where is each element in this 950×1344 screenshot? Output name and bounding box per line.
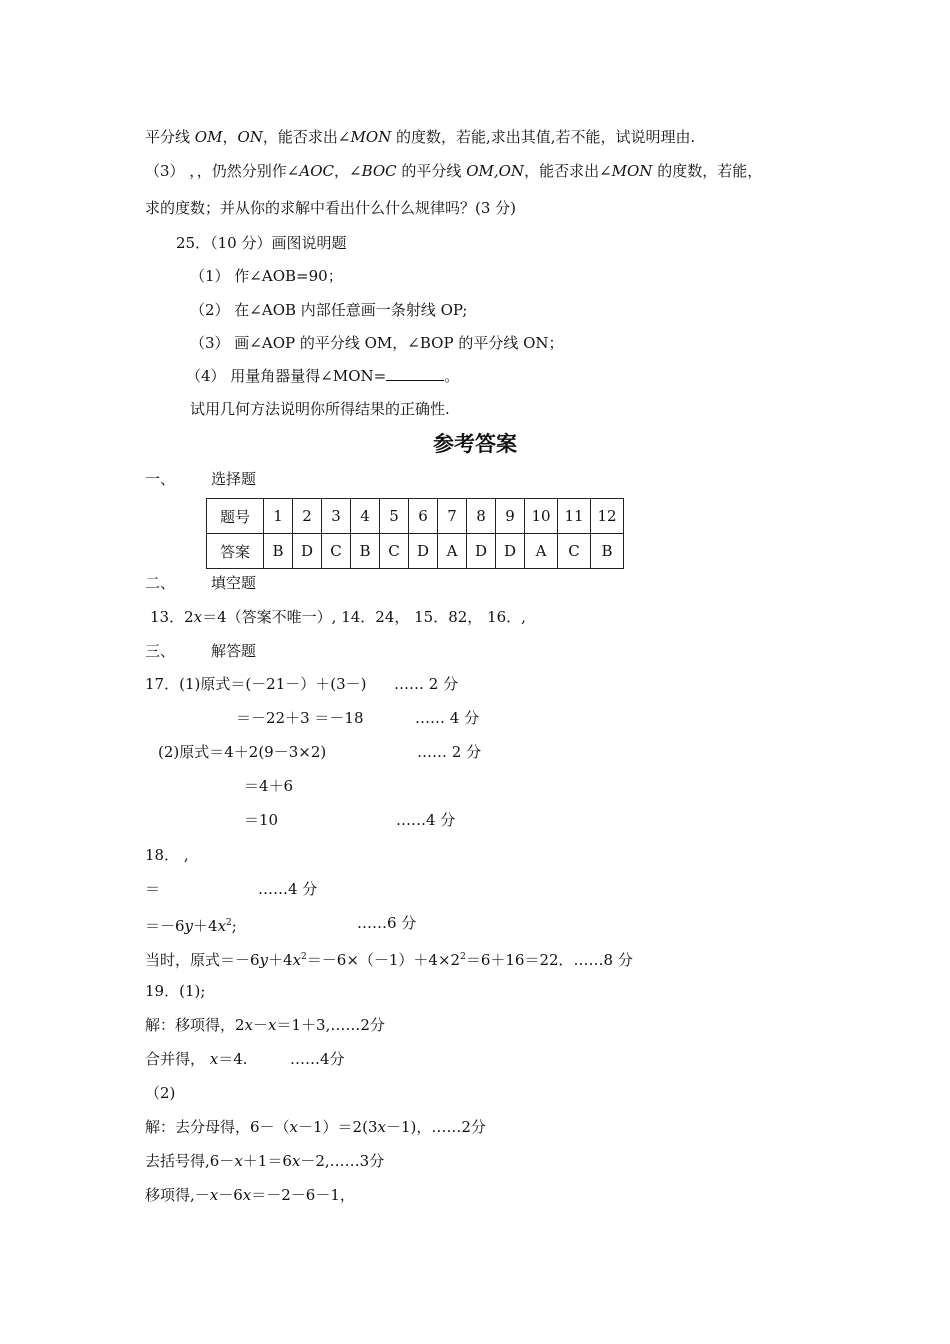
section1-number: 一、 bbox=[145, 470, 176, 488]
q24-line2: （3） ，，仍然分别作∠AOC，∠BOC 的平分线 OM,ON，能否求出∠MON 的度数，若能， bbox=[145, 162, 763, 180]
q17-line4: ＝4＋6 bbox=[244, 777, 294, 795]
table-cell: C bbox=[380, 534, 409, 569]
section1-title: 选择题 bbox=[211, 470, 257, 488]
q17-score1: …… 2 分 bbox=[394, 675, 459, 693]
q17-line1: 17．(1)原式＝(－21－）＋(3－) bbox=[145, 675, 367, 693]
table-cell: 12 bbox=[591, 499, 624, 534]
q19-line7: 移项得,－x－6x＝－2－6－1， bbox=[145, 1186, 355, 1204]
section3-title: 解答题 bbox=[211, 642, 257, 660]
q19-line5: 解：去分母得，6－（x－1）＝2(3x－1)，……2分 bbox=[145, 1118, 486, 1136]
table-cell: A bbox=[438, 534, 467, 569]
q19-line3: 合并得， x＝4. bbox=[145, 1050, 248, 1068]
table-cell: A bbox=[525, 534, 558, 569]
section2-number: 二、 bbox=[145, 574, 176, 592]
fill-answers: 13．2x＝4（答案不唯一）, 14．24， 15．82， 16．, bbox=[150, 608, 526, 626]
table-cell: D bbox=[293, 534, 322, 569]
table-cell: 4 bbox=[351, 499, 380, 534]
q18-line3: $=-6y+4x^2$; bbox=[145, 917, 237, 935]
answer-table bbox=[206, 498, 624, 569]
table-cell: 7 bbox=[438, 499, 467, 534]
q18-score2: ……4 分 bbox=[258, 880, 318, 898]
q17-line2: ＝－22＋3 ＝－18 bbox=[236, 709, 364, 727]
table-cell: B bbox=[264, 534, 293, 569]
table-row bbox=[207, 534, 624, 569]
table-row bbox=[207, 499, 624, 534]
q25-step2: （2） 在∠AOB 内部任意画一条射线 OP; bbox=[190, 301, 468, 319]
section2-title: 填空题 bbox=[211, 574, 257, 592]
q18-score3: ……6 分 bbox=[357, 914, 417, 932]
table-cell: 2 bbox=[293, 499, 322, 534]
q17-score2: …… 4 分 bbox=[415, 709, 480, 727]
row-label: 题号 bbox=[207, 499, 264, 534]
table-cell: 8 bbox=[467, 499, 496, 534]
table-cell: B bbox=[351, 534, 380, 569]
q18-line1: 18． , bbox=[145, 846, 189, 864]
table-cell: D bbox=[467, 534, 496, 569]
q17-score3: …… 2 分 bbox=[417, 743, 482, 761]
table-cell: 9 bbox=[496, 499, 525, 534]
q17-line3: (2)原式＝4＋2(9－3×2) bbox=[158, 743, 327, 761]
table-cell: B bbox=[591, 534, 624, 569]
q19-line6: 去括号得,6－x＋1＝6x－2,……3分 bbox=[145, 1152, 385, 1170]
table-cell: C bbox=[322, 534, 351, 569]
q25-step1: （1） 作∠AOB=90； bbox=[190, 267, 343, 285]
q19-line2: 解：移项得，2x－x＝1＋3,……2分 bbox=[145, 1016, 385, 1034]
section3-number: 三、 bbox=[145, 642, 176, 660]
q25-instruction: 试用几何方法说明你所得结果的正确性. bbox=[190, 400, 450, 418]
table-cell: 10 bbox=[525, 499, 558, 534]
table-cell: D bbox=[409, 534, 438, 569]
row-label: 答案 bbox=[207, 534, 264, 569]
table-cell: D bbox=[496, 534, 525, 569]
table-cell: 1 bbox=[264, 499, 293, 534]
q19-line1: 19．(1); bbox=[145, 982, 206, 1000]
table-cell: 5 bbox=[380, 499, 409, 534]
q17-line5: ＝10 bbox=[244, 811, 279, 829]
q18-line4: 当时，原式$=-6y+4x^2=-6\times(-1)+4\times 2^2=6+16=22$．……8 分 bbox=[145, 951, 633, 969]
q24-line1: 平分线 OM，ON，能否求出∠MON 的度数，若能,求出其值,若不能，试说明理由. bbox=[145, 128, 696, 146]
table-cell: 11 bbox=[558, 499, 591, 534]
q24-line3: 求的度数；并从你的求解中看出什么什么规律吗？(3 分) bbox=[145, 199, 517, 217]
q25-step3: （3） 画∠AOP 的平分线 OM，∠BOP 的平分线 ON； bbox=[190, 334, 564, 352]
answer-blank bbox=[386, 366, 444, 381]
q25-step4: （4） 用量角器量得∠MON= 。 bbox=[186, 367, 460, 385]
table-cell: 3 bbox=[322, 499, 351, 534]
answer-title: 参考答案 bbox=[433, 432, 517, 456]
table-cell: C bbox=[558, 534, 591, 569]
q19-score3: ……4分 bbox=[290, 1050, 345, 1068]
q18-line2: ＝ bbox=[145, 880, 161, 898]
q17-score5: ……4 分 bbox=[396, 811, 456, 829]
q25-heading: 25．（10 分）画图说明题 bbox=[176, 234, 347, 252]
q19-line4: （2) bbox=[145, 1084, 176, 1102]
table-cell: 6 bbox=[409, 499, 438, 534]
